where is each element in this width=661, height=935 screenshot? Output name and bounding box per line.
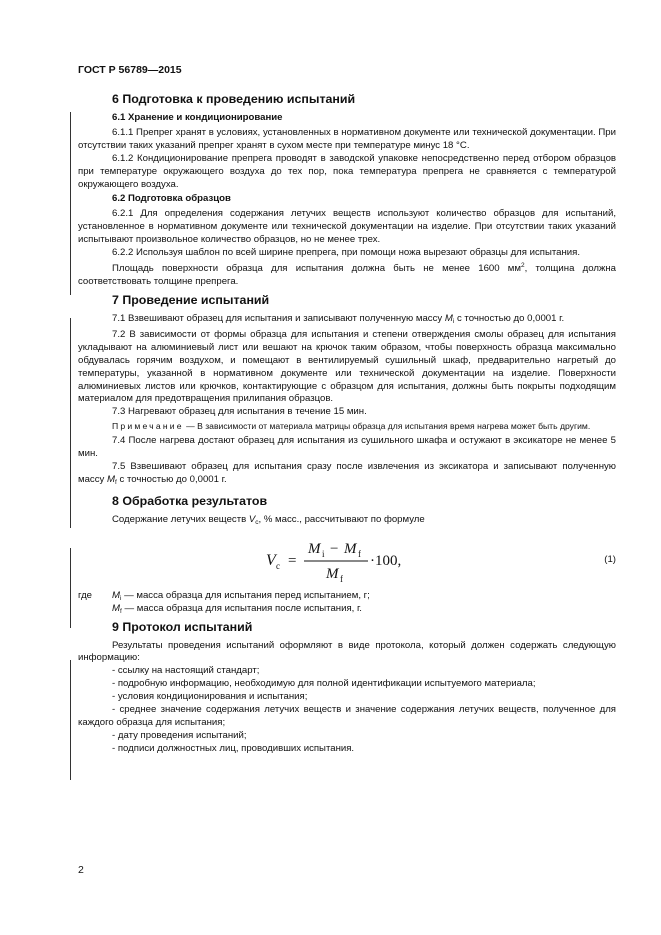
page-number: 2 [78, 864, 84, 876]
paragraph-7-2: 7.2 В зависимости от формы образца для испытания и степени отверждения смолы образец для испытания укладывают на алюминиевый лист или вешают на крючок таким образом, чтобы поверхность образца максимально обдувалась горячим воздухом, и помещают в вентилируемый сушильный шкаф, предварительно нагретый до температуры, указанной в нормативном документе или технической документации на изделие. Поверхности алюминиевых листов или крючков, контактирующие с образцом для испытания, должны быть покрыты подходящим материалом для предотвращения прилипания образцов. [78, 328, 616, 405]
paragraph-7-4: 7.4 После нагрева достают образец для испытания из сушильного шкафа и остужают в эксикаторе не менее 5 мин. [78, 435, 616, 459]
formula-row [78, 534, 616, 586]
paragraph-7-1: 7.1 Взвешивают образец для испытания и записывают полученную массу $M_i$ с точностью до 0,0001 г. [112, 312, 565, 325]
paragraph-6-2-1: 6.2.1 Для определения содержания летучих веществ используют количество образцов для испытаний, установленное в нормативном документе или технической документации на изделие. При отсутствии таких указаний испытывают произвольное количество образцов, но не менее трех. [78, 208, 616, 246]
where-label: где [78, 589, 93, 601]
formula-num-b-sub: f [358, 548, 361, 559]
paragraph-7-5: 7.5 Взвешивают образец для испытания сразу после извлечения из эксикатора и записывают полученную массу $M_f$ с точностью до 0,0001 г. [78, 460, 616, 486]
section-6-1-title: 6.1 Хранение и кондиционирование [112, 112, 283, 123]
paragraph-6-1-2: 6.1.2 Кондиционирование препрега проводят в заводской упаковке непосредственно перед отбором образцов при температуре окружающего воздуха до тех пор, пока температура препрега не сравняется с температурой окружающего воздуха. [78, 152, 616, 190]
formula-num-a: M [308, 540, 321, 557]
formula-num-a-sub: i [322, 548, 325, 559]
formula-lhs-var: V [266, 551, 276, 569]
definition-mi: $M_i$ — масса образца для испытания перед испытанием, г; [112, 589, 370, 602]
definition-mf: $M_f$ — масса образца для испытания после испытания, г. [112, 602, 362, 615]
section-7-title: 7 Проведение испытаний [112, 292, 270, 307]
formula-den-sub: f [340, 573, 343, 584]
list-item: - условия кондиционирования и испытания; [112, 691, 308, 703]
paragraph-6-2-3: Площадь поверхности образца для испытания должна быть не менее 1600 $мм^2$, толщина должна соответствовать толщине препрега. [78, 261, 617, 288]
equation-number: (1) [604, 553, 616, 565]
paragraph-6-1-1: 6.1.1 Препрег хранят в условиях, установленных в нормативном документе или технической документации. При отсутствии таких указаний препрег хранят в сухом месте при температуре минус 18 °С. [78, 126, 616, 151]
section-9-title: 9 Протокол испытаний [112, 619, 253, 634]
change-marker [70, 660, 72, 780]
paragraph-9-intro: Результаты проведения испытаний оформляют в виде протокола, который должен содержать следующую информацию: [78, 639, 616, 664]
formula-num-b: M [344, 540, 357, 557]
formula-minus: − [330, 540, 339, 557]
section-6-2-title: 6.2 Подготовка образцов [112, 193, 231, 205]
change-marker [70, 318, 72, 528]
paragraph-7-3: 7.3 Нагревают образец для испытания в течение 15 мин. [112, 406, 367, 418]
list-item: - среднее значение содержания летучих веществ и значение содержания летучих веществ, полученное для каждого образца для испытания; [78, 704, 616, 728]
change-marker [70, 548, 72, 628]
change-marker [70, 112, 72, 295]
list-item: - подробную информацию, необходимую для полной идентификации испытуемого материала; [112, 678, 536, 690]
list-item: - дату проведения испытаний; [112, 729, 247, 741]
paragraph-8-intro: Содержание летучих веществ $V_c$, % масс., рассчитывают по формуле [112, 513, 425, 526]
list-item: - подписи должностных лиц, проводивших испытания. [112, 742, 355, 754]
list-item: - ссылку на настоящий стандарт; [112, 665, 260, 677]
formula-equals: = [288, 552, 297, 569]
formula-lhs-sub: c [276, 560, 280, 571]
formula-den: M [326, 565, 339, 582]
section-8-title: 8 Обработка результатов [112, 493, 268, 508]
volatile-content-formula [260, 534, 500, 586]
formula-multiplier: ·100, [370, 552, 402, 569]
section-6-title: 6 Подготовка к проведению испытаний [112, 92, 356, 106]
paragraph-6-2-2: 6.2.2 Используя шаблон по всей ширине препрега, при помощи ножа вырезают образцы для испытания. [112, 247, 581, 259]
note-7-3: Примечание — В зависимости от материала матрицы образца для испытания время нагрева может быть другим. [112, 421, 591, 432]
document-body [78, 92, 616, 756]
document-header: ГОСТ Р 56789—2015 [78, 64, 182, 76]
formula-definitions [78, 590, 616, 616]
